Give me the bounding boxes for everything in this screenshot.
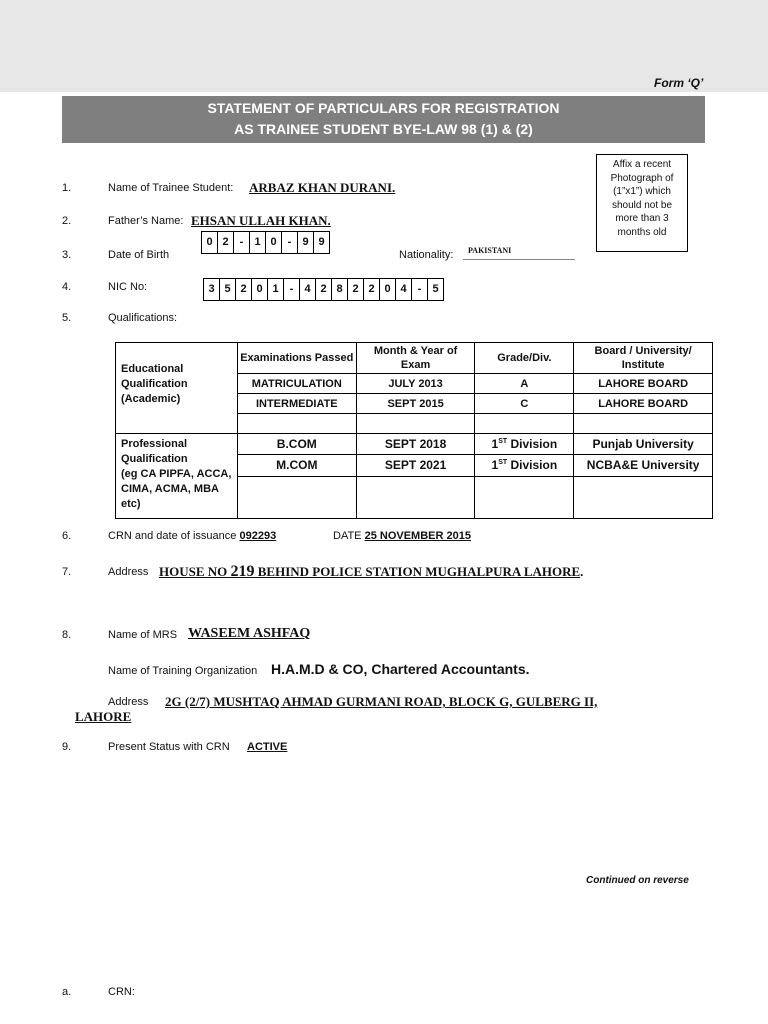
address-value xyxy=(159,563,583,581)
division-text: Division xyxy=(507,458,558,473)
father-name-label: Father’s Name: xyxy=(108,215,184,227)
photo-text: months old xyxy=(617,226,667,238)
crn-issuance-label xyxy=(108,530,276,542)
table-cell: SEPT 2021 xyxy=(356,455,475,476)
nic-cell: 2 xyxy=(363,278,380,301)
father-name-value: EHSAN ULLAH KHAN. xyxy=(191,213,331,228)
photo-text: Affix a recent xyxy=(612,159,672,170)
table-cell: INTERMEDIATE xyxy=(237,394,356,414)
professional-category-cell xyxy=(116,434,238,519)
nic-label: NIC No: xyxy=(108,281,148,293)
top-gray-band xyxy=(0,0,768,92)
date-value: 25 NOVEMBER 2015 xyxy=(364,530,471,542)
table-cell xyxy=(475,414,574,434)
nic-cell: - xyxy=(283,278,300,301)
dob-cell: 2 xyxy=(217,231,234,254)
trainee-name-label: Name of Trainee Student: xyxy=(108,182,234,194)
item-number: 8. xyxy=(62,629,72,641)
table-cell xyxy=(237,414,356,434)
photo-placeholder-box xyxy=(596,154,688,252)
dob-cell: - xyxy=(233,231,250,254)
table-header-row xyxy=(116,343,713,374)
category-label: Qualification xyxy=(121,453,188,465)
item-number: 9. xyxy=(62,741,72,753)
nic-cell: 8 xyxy=(331,278,348,301)
address-period: . xyxy=(580,564,584,579)
table-cell xyxy=(475,455,574,476)
item-number: 2. xyxy=(62,215,72,227)
form-title-banner xyxy=(62,96,705,143)
table-cell: LAHORE BOARD xyxy=(574,374,713,394)
table-cell xyxy=(574,414,713,434)
address-part: HOUSE NO xyxy=(159,564,231,579)
dob-label: Date of Birth xyxy=(108,249,170,261)
photo-text: more than 3 xyxy=(615,213,669,224)
nic-cell: 4 xyxy=(395,278,412,301)
table-cell xyxy=(475,434,574,455)
training-org-label: Name of Training Organization xyxy=(108,665,258,677)
table-cell xyxy=(356,476,475,519)
dob-cell: 1 xyxy=(249,231,266,254)
header-grade: Grade/Div. xyxy=(475,343,574,374)
present-status-label: Present Status with CRN xyxy=(108,741,230,753)
continued-note: Continued on reverse xyxy=(586,875,689,886)
issue-date xyxy=(333,530,471,542)
item-number: 4. xyxy=(62,281,72,293)
category-label: Professional xyxy=(121,438,188,450)
nic-cell: 5 xyxy=(427,278,444,301)
table-cell: C xyxy=(475,394,574,414)
qualifications-label: Qualifications: xyxy=(108,312,178,324)
nic-cell: 2 xyxy=(315,278,332,301)
nationality-value: PAKISTANI xyxy=(468,246,512,255)
crn-label-text: CRN and date of issuance xyxy=(108,530,237,542)
division-number: 1 xyxy=(491,437,499,452)
category-label: CIMA, ACMA, MBA xyxy=(121,483,219,495)
table-cell: Punjab University xyxy=(574,434,713,455)
nic-cell: 5 xyxy=(219,278,236,301)
category-label: Educational xyxy=(121,363,184,375)
address-part: BEHIND POLICE STATION MUGHALPURA LAHORE xyxy=(254,564,581,579)
dob-cell: 9 xyxy=(313,231,330,254)
crn-value: 092293 xyxy=(239,530,277,542)
photo-text: (1”x1”) which xyxy=(613,186,671,197)
educational-category-cell xyxy=(116,343,238,434)
dob-cell: 0 xyxy=(201,231,218,254)
nic-cell: 3 xyxy=(203,278,220,301)
nic-cell: 1 xyxy=(267,278,284,301)
division-text: Division xyxy=(507,437,558,452)
item-number: 6. xyxy=(62,530,72,542)
dob-cell: 9 xyxy=(297,231,314,254)
dob-cell: 0 xyxy=(265,231,282,254)
photo-text: Photograph of xyxy=(610,172,674,184)
table-cell: SEPT 2018 xyxy=(356,434,475,455)
item-number: 3. xyxy=(62,249,72,261)
table-cell: MATRICULATION xyxy=(237,374,356,394)
table-cell xyxy=(574,476,713,519)
trainee-name-value: ARBAZ KHAN DURANI. xyxy=(249,180,396,195)
nic-cell: 4 xyxy=(299,278,316,301)
table-cell: NCBA&E University xyxy=(574,455,713,476)
nic-cells xyxy=(203,278,444,301)
org-address-label: Address xyxy=(108,696,149,708)
category-label: (Academic) xyxy=(121,393,181,405)
item-number: 1. xyxy=(62,182,72,194)
table-cell xyxy=(356,414,475,434)
title-line-1: STATEMENT OF PARTICULARS FOR REGISTRATION xyxy=(207,100,560,116)
division-number: 1 xyxy=(491,458,499,473)
org-address-line-2: LAHORE xyxy=(75,709,132,724)
table-row xyxy=(116,434,713,455)
photo-text: should not be xyxy=(611,199,673,211)
nic-cell: 0 xyxy=(251,278,268,301)
table-cell: SEPT 2015 xyxy=(356,394,475,414)
date-label: DATE xyxy=(333,530,362,542)
nic-cell: - xyxy=(411,278,428,301)
item-letter: a. xyxy=(62,986,72,998)
division-suffix: ST xyxy=(498,459,508,467)
form-label: Form ‘Q’ xyxy=(654,76,704,90)
nic-cell: 2 xyxy=(235,278,252,301)
table-cell: JULY 2013 xyxy=(356,374,475,394)
header-exams-passed: Examinations Passed xyxy=(237,343,356,374)
table-cell: M.COM xyxy=(237,455,356,476)
dob-cell: - xyxy=(281,231,298,254)
item-number: 5. xyxy=(62,312,72,324)
nationality-underline xyxy=(463,259,575,260)
category-label: (eg CA PIPFA, ACCA, xyxy=(121,468,232,480)
category-label: etc) xyxy=(121,498,141,510)
nic-cell: 0 xyxy=(379,278,396,301)
mrs-value: WASEEM ASHFAQ xyxy=(188,626,311,641)
nationality-label: Nationality: xyxy=(399,249,454,261)
address-label: Address xyxy=(108,566,149,578)
org-address-line-1: 2G (2/7) MUSHTAQ AHMAD GURMANI ROAD, BLOCK G, GULBERG II, xyxy=(165,694,598,709)
table-cell: A xyxy=(475,374,574,394)
table-cell xyxy=(475,476,574,519)
table-cell: LAHORE BOARD xyxy=(574,394,713,414)
present-status-value: ACTIVE xyxy=(247,741,288,753)
header-board: Board / University/ Institute xyxy=(574,343,713,374)
address-house-number: 219 xyxy=(230,563,255,580)
qualifications-table xyxy=(115,342,713,519)
division-suffix: ST xyxy=(498,438,508,446)
category-label: Qualification xyxy=(121,378,188,390)
dob-cells xyxy=(201,231,330,254)
mrs-label: Name of MRS xyxy=(108,629,178,641)
crn-label: CRN: xyxy=(108,986,135,998)
training-org-value: H.A.M.D & CO, Chartered Accountants. xyxy=(271,661,530,677)
item-number: 7. xyxy=(62,566,72,578)
header-month-year: Month & Year of Exam xyxy=(356,343,475,374)
title-line-2: AS TRAINEE STUDENT BYE-LAW 98 (1) & (2) xyxy=(234,121,533,137)
table-cell xyxy=(237,476,356,519)
table-cell: B.COM xyxy=(237,434,356,455)
nic-cell: 2 xyxy=(347,278,364,301)
